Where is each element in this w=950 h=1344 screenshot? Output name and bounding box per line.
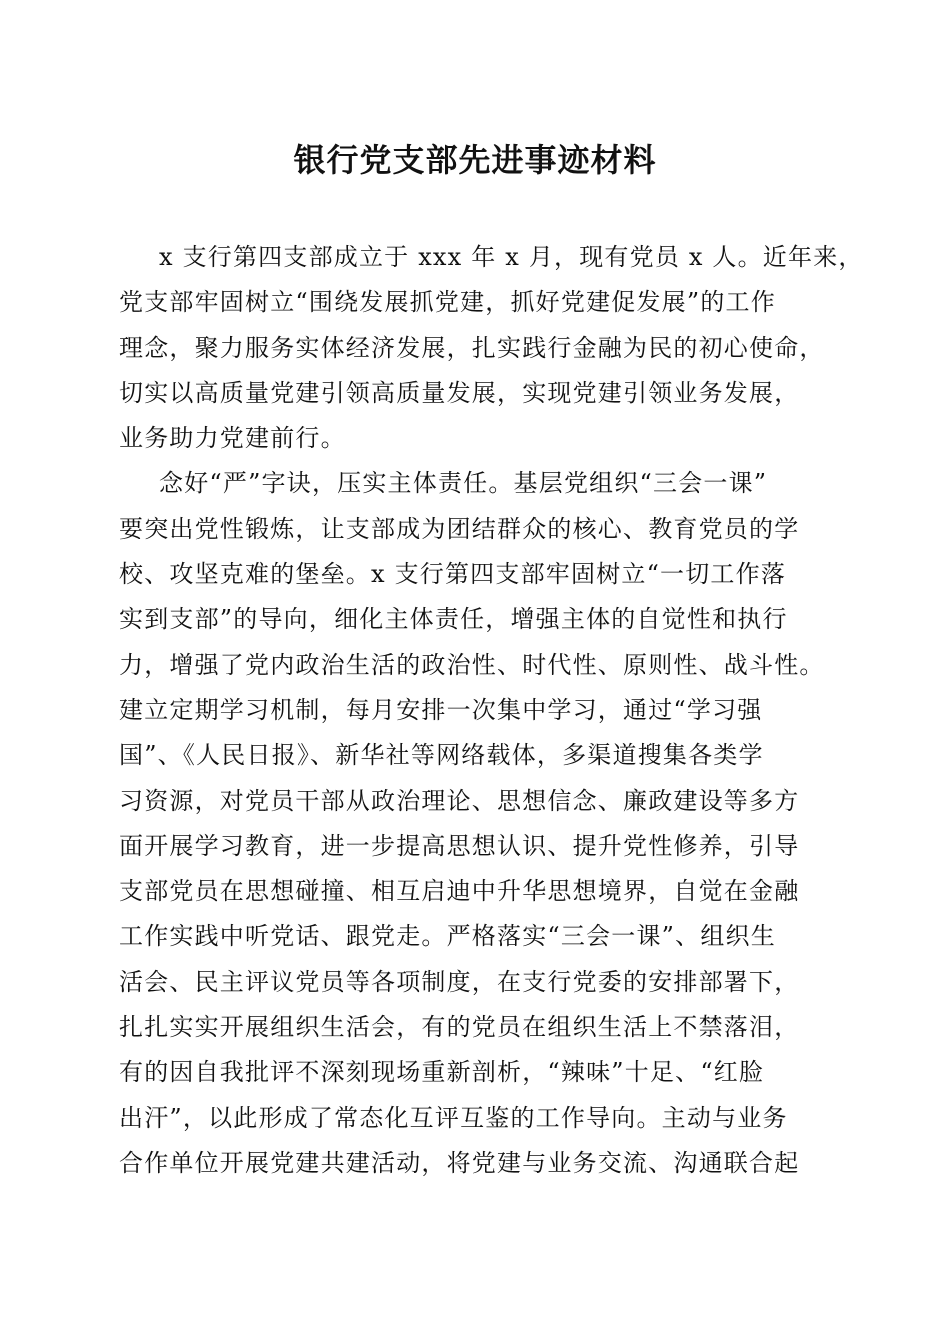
text-line: 国”、《人民日报》、新华社等网络载体，多渠道搜集各类学 [119,741,764,770]
document-body [119,235,864,1186]
text-line: 工作实践中听党话、跟党走。严格落实“三会一课”、组织生 [119,922,776,951]
text-line: 念好“严”字诀，压实主体责任。基层党组织“三会一课” [159,469,768,498]
text-line: 实到支部”的导向，细化主体责任，增强主体的自觉性和执行 [119,605,788,634]
text-line: 党支部牢固树立“围绕发展抓党建，抓好党建促发展”的工作 [119,288,776,317]
text-line: 业务助力党建前行。 [119,424,346,453]
paragraph-1 [119,235,864,461]
text-line: 活会、民主评议党员等各项制度，在支行党委的安排部署下， [119,967,800,996]
text-line: x 支行第四支部成立于 xxx 年 x 月，现有党员 x 人。近年来， [159,243,864,271]
text-line: 扎扎实实开展组织生活会，有的党员在组织生活上不禁落泪， [119,1013,800,1042]
text-line: 合作单位开展党建共建活动，将党建与业务交流、沟通联合起 [119,1148,800,1177]
text-line: 切实以高质量党建引领高质量发展，实现党建引领业务发展， [119,378,800,407]
text-line: 力，增强了党内政治生活的政治性、时代性、原则性、战斗性。 [119,650,825,679]
text-line: 面开展学习教育，进一步提高思想认识、提升党性修养，引导 [119,831,800,860]
text-line: 有的因自我批评不深刻现场重新剖析，“辣味”十足、“红脸 [119,1058,765,1087]
text-line: 要突出党性锻炼，让支部成为团结群众的核心、教育党员的学 [119,514,800,543]
text-line: 习资源，对党员干部从政治理论、思想信念、廉政建设等多方 [119,786,800,815]
text-line: 支部党员在思想碰撞、相互启迪中升华思想境界，自觉在金融 [119,877,800,906]
text-line: 建立定期学习机制，每月安排一次集中学习，通过“学习强 [119,695,763,724]
text-line: 理念，聚力服务实体经济发展，扎实践行金融为民的初心使命， [119,333,825,362]
paragraph-2 [119,461,847,1186]
text-line: 出汗”，以此形成了常态化互评互鉴的工作导向。主动与业务 [119,1103,788,1132]
text-line: 校、攻坚克难的堡垒。x 支行第四支部牢固树立“一切工作落 [119,560,787,589]
document-title: 银行党支部先进事迹材料 [293,141,657,179]
